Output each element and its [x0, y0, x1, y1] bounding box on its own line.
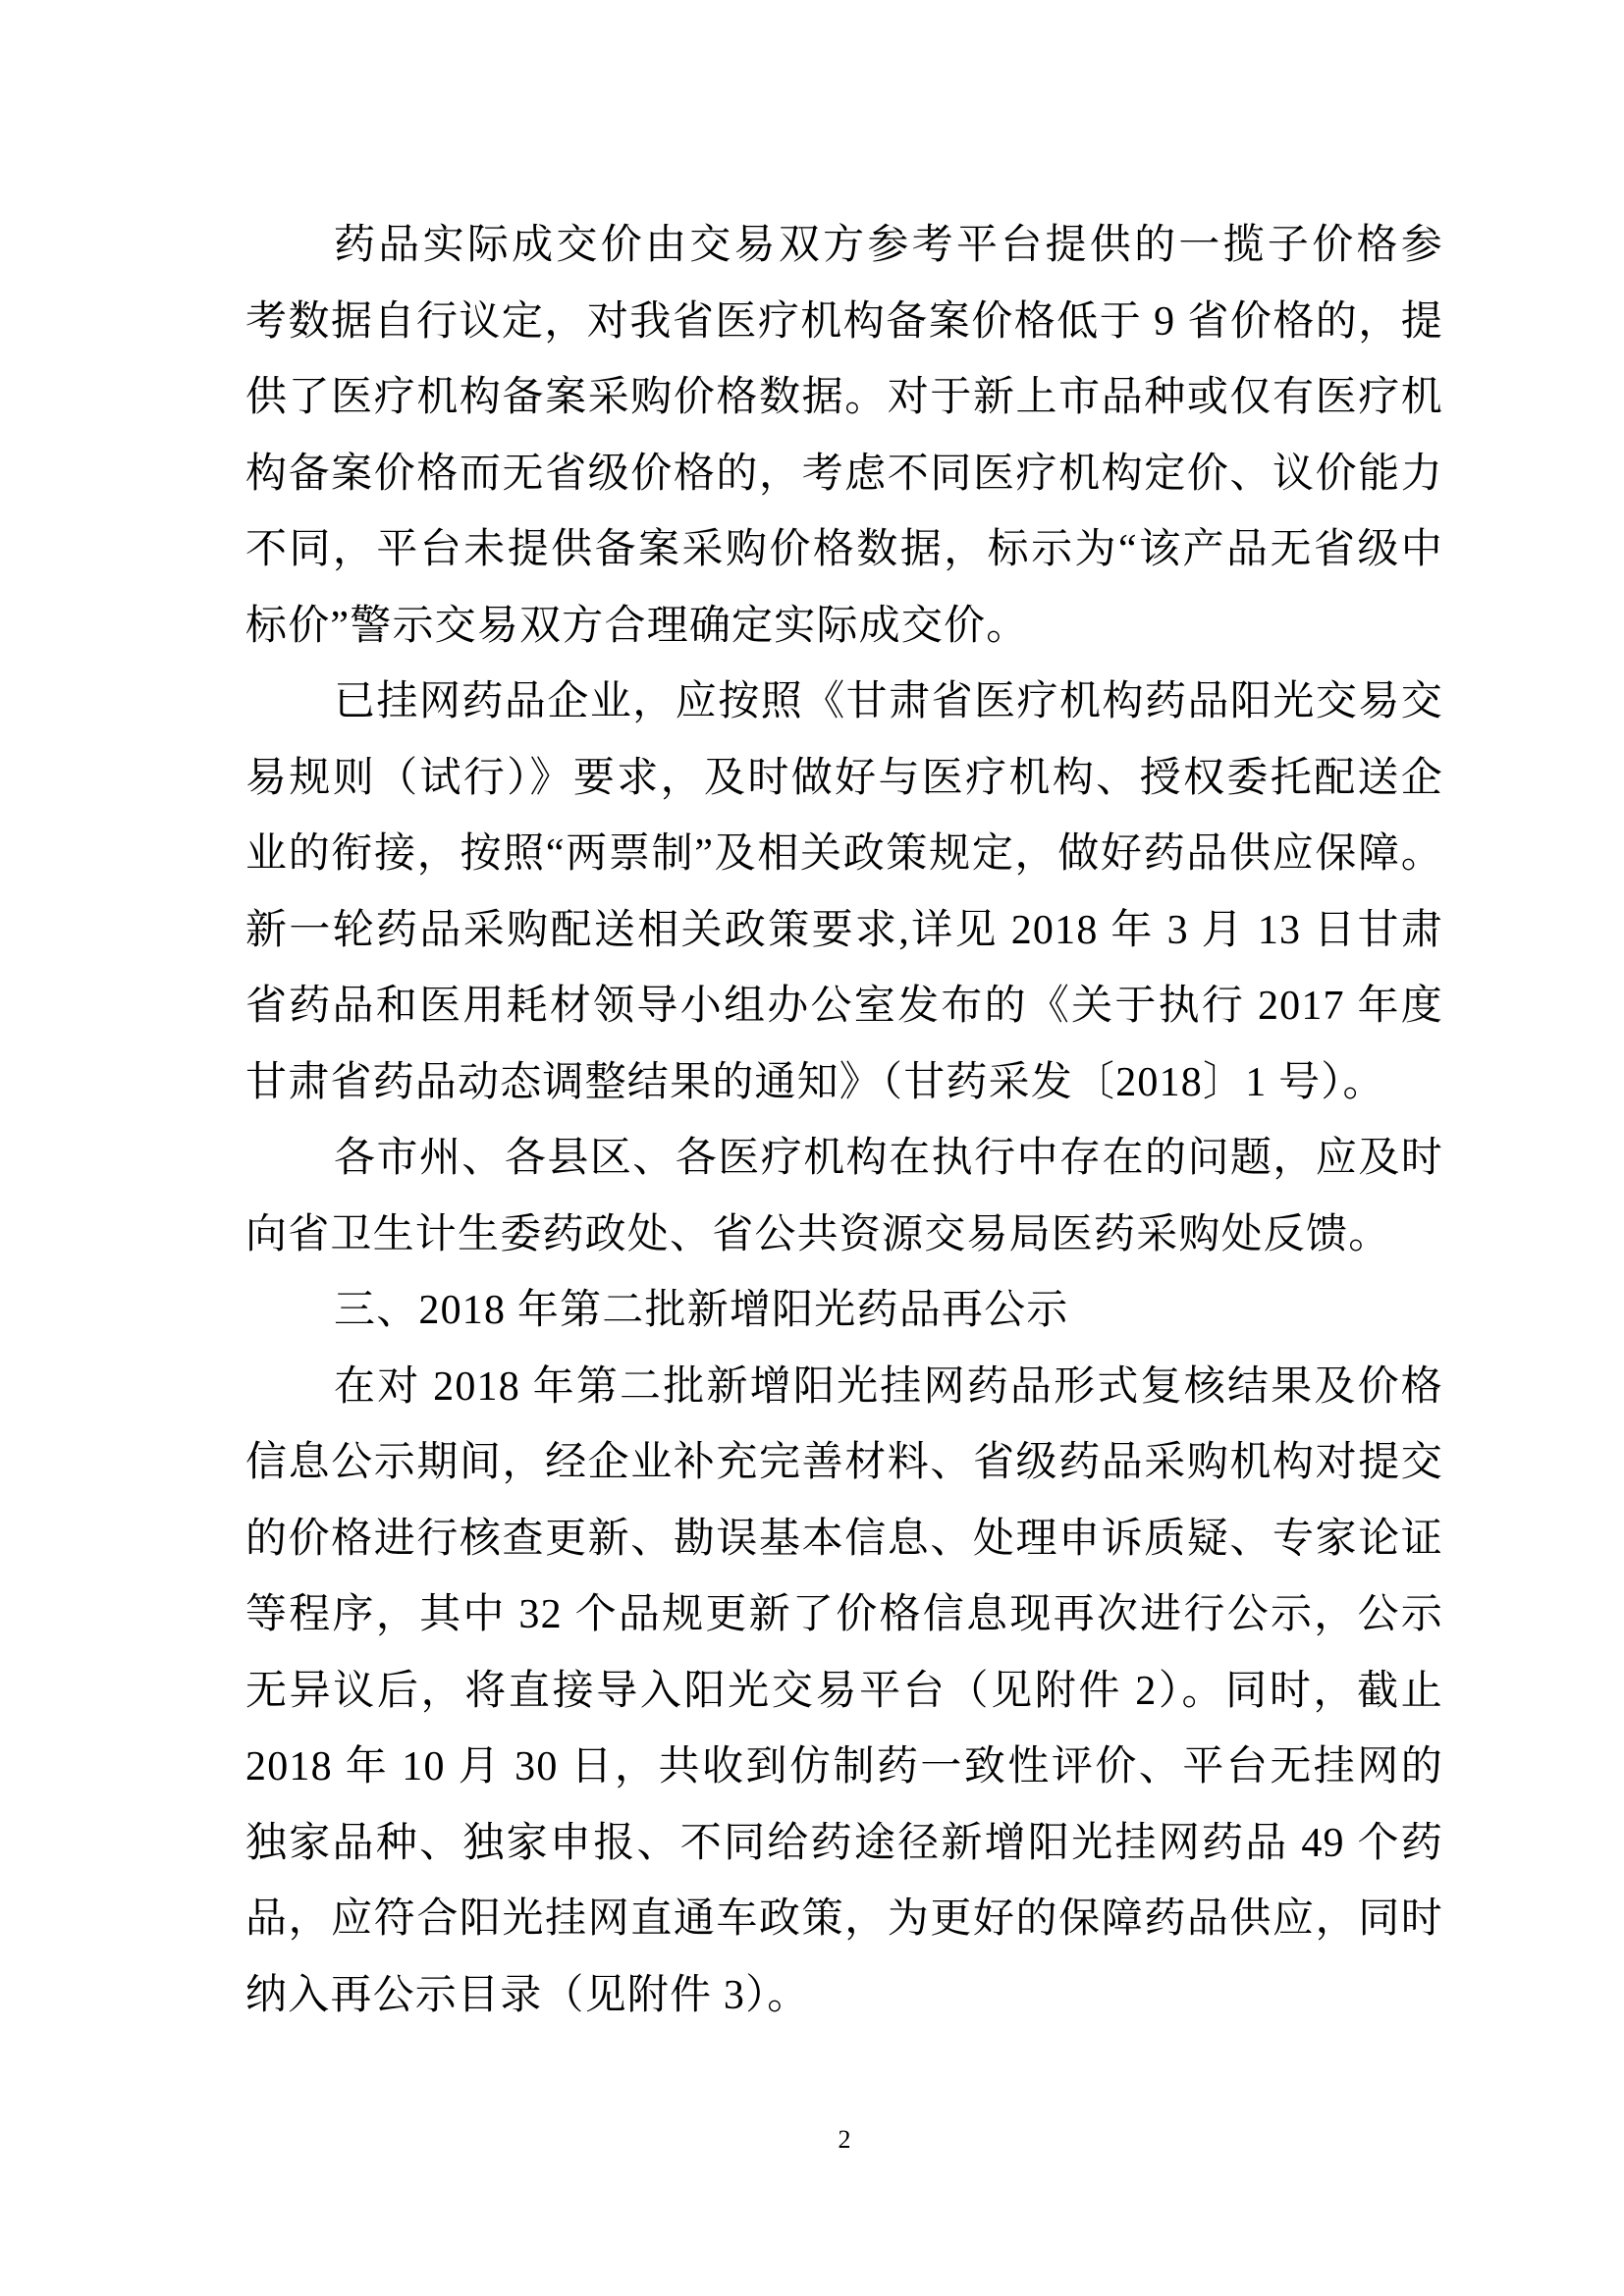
text-line: 药品实际成交价由交易双方参考平台提供的一揽子价格参: [334, 223, 1443, 268]
text-line: 品，应符合阳光挂网直通车政策，为更好的保障药品供应，同时: [245, 1896, 1443, 1942]
text-line: 独家品种、独家申报、不同给药途径新增阳光挂网药品 49 个药: [245, 1820, 1443, 1866]
section-heading: [245, 1273, 1443, 1350]
text-line: 在对 2018 年第二批新增阳光挂网药品形式复核结果及价格: [334, 1363, 1443, 1410]
text-line: 新一轮药品采购配送相关政策要求,详见 2018 年 3 月 13 日甘肃: [245, 907, 1443, 953]
text-line: 标价”警示交易双方合理确定实际成交价。: [245, 603, 1029, 649]
text-line: 纳入再公示目录（见附件 3）。: [245, 1972, 810, 2018]
text-line: 向省卫生计生委药政处、省公共资源交易局医药采购处反馈。: [245, 1211, 1391, 1257]
paragraph-1: [245, 208, 1443, 665]
text-line: 三、2018 年第二批新增阳光药品再公示: [334, 1288, 1069, 1333]
text-line: 不同，平台未提供备案采购价格数据，标示为“该产品无省级中: [245, 527, 1443, 572]
page-number: 2: [838, 2125, 851, 2154]
text-line: 已挂网药品企业，应按照《甘肃省医疗机构药品阳光交易交: [334, 679, 1443, 724]
paragraph-5: [245, 1350, 1443, 2035]
text-line: 省药品和医用耗材领导小组办公室发布的《关于执行 2017 年度: [245, 984, 1443, 1029]
text-line: 各市州、各县区、各医疗机构在执行中存在的问题，应及时: [334, 1136, 1443, 1181]
text-line: 信息公示期间，经企业补充完善材料、省级药品采购机构对提交: [245, 1440, 1443, 1485]
text-line: 无异议后，将直接导入阳光交易平台（见附件 2）。同时，截止: [245, 1668, 1443, 1714]
paragraph-2: [245, 665, 1443, 1121]
text-line: 业的衔接，按照“两票制”及相关政策规定，做好药品供应保障。: [245, 831, 1443, 877]
text-line: 构备案价格而无省级价格的，考虑不同医疗机构定价、议价能力: [245, 451, 1443, 497]
text-line: 等程序，其中 32 个品规更新了价格信息现再次进行公示，公示: [245, 1592, 1443, 1637]
text-line: 供了医疗机构备案采购价格数据。对于新上市品种或仅有医疗机: [245, 375, 1443, 420]
text-line: 甘肃省药品动态调整结果的通知》（甘药采发〔2018〕1 号）。: [245, 1059, 1385, 1105]
text-line: 的价格进行核查更新、勘误基本信息、处理申诉质疑、专家论证: [245, 1516, 1443, 1562]
text-line: 考数据自行议定，对我省医疗机构备案价格低于 9 省价格的，提: [245, 298, 1443, 345]
document-text: [245, 208, 1443, 2034]
paragraph-3: [245, 1121, 1443, 1273]
text-line: 2018 年 10 月 30 日，共收到仿制药一致性评价、平台无挂网的: [245, 1744, 1443, 1789]
text-line: 易规则（试行）》要求，及时做好与医疗机构、授权委托配送企: [245, 755, 1443, 801]
